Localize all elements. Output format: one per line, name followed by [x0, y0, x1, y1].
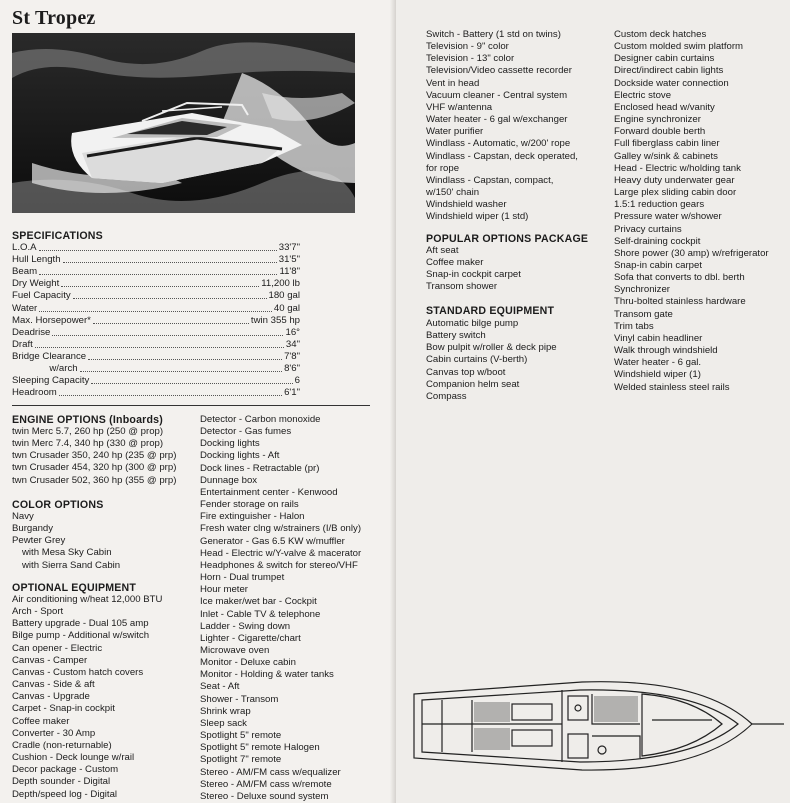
spec-label: L.O.A: [12, 242, 37, 254]
spec-label: Water: [12, 302, 38, 314]
list-item: Detector - Carbon monoxide: [200, 414, 321, 425]
spec-value: 180 gal: [268, 290, 300, 302]
spec-row: [12, 242, 300, 254]
list-item: Thru-bolted stainless hardware: [614, 296, 746, 308]
list-item: Windlass - Automatic, w/200' rope: [426, 138, 571, 150]
page-title: St Tropez: [12, 7, 96, 29]
list-item: Vacuum cleaner - Central system: [426, 89, 568, 101]
list-item: Horn - Dual trumpet: [200, 572, 285, 584]
list-item: Windshield wiper (1): [614, 369, 701, 381]
list-item: Dock lines - Retractable (pr): [200, 462, 320, 474]
list-item: Spotlight 5" remote Halogen: [200, 742, 320, 754]
spec-value: 16°: [285, 326, 300, 338]
spec-label: w/arch: [12, 363, 78, 375]
spec-row: [12, 363, 300, 375]
list-item: Windshield wiper (1 std): [426, 211, 529, 223]
boat-floorplan: [412, 654, 790, 803]
spec-value: 11'8": [279, 266, 300, 278]
list-item: twn Crusader 502, 360 hp (355 @ prp): [12, 474, 177, 486]
list-item: Custom deck hatches: [614, 29, 707, 40]
color-options-list: [12, 511, 120, 572]
list-item: Carpet - Snap-in cockpit: [12, 703, 115, 715]
spec-label: Max. Horsepower*: [12, 314, 91, 326]
spec-value: 8'6": [284, 363, 300, 375]
list-item: Water heater - 6 gal.: [614, 357, 702, 369]
boat-photo-image: [12, 33, 355, 213]
list-item: Canvas top w/boot: [426, 366, 506, 378]
list-item: Stereo - Deluxe sound system: [200, 790, 329, 802]
spec-label: Draft: [12, 338, 33, 350]
list-item: Ladder - Swing down: [200, 620, 291, 632]
list-item: Walk through windshield: [614, 345, 718, 357]
list-item: twin Merc 5.7, 260 hp (250 @ prop): [12, 426, 164, 437]
spec-row: [12, 315, 300, 327]
list-item: Privacy curtains: [614, 223, 682, 235]
spec-label: Beam: [12, 266, 38, 278]
list-item: Headphones & switch for stereo/VHF: [200, 559, 358, 571]
list-item: with Sierra Sand Cabin: [22, 559, 121, 571]
list-item: Windlass - Capstan, deck operated,: [426, 150, 578, 162]
list-item: Spotlight 5" remote: [200, 730, 282, 742]
list-item: Burgandy: [12, 523, 54, 535]
list-item: Hour meter: [200, 584, 248, 596]
standard-equipment-col1: [426, 318, 557, 403]
list-item: Designer cabin curtains: [614, 53, 715, 65]
list-item: Bow pulpit w/roller & deck pipe: [426, 342, 557, 354]
list-item: Dunnage box: [200, 474, 258, 486]
optional-equipment-heading: OPTIONAL EQUIPMENT: [12, 582, 137, 594]
spec-row: [12, 254, 300, 266]
list-item: Canvas - Camper: [12, 654, 88, 666]
list-item: Custom molded swim platform: [614, 41, 744, 53]
leader-dots: [39, 311, 272, 312]
list-item: Converter - 30 Amp: [12, 727, 96, 739]
list-item: Monitor - Deluxe cabin: [200, 657, 296, 669]
list-item: Arch - Sport: [12, 606, 64, 618]
list-item: Dockside water connection: [614, 77, 729, 89]
engine-options-list: [12, 426, 176, 487]
spec-label: Hull Length: [12, 254, 61, 266]
list-item: Seat - Aft: [200, 681, 240, 693]
list-item: Television - 9" color: [426, 41, 509, 53]
list-item: Trim tabs: [614, 320, 654, 332]
list-item: Depth/speed log - Digital: [12, 788, 118, 800]
list-item: Inlet - Cable TV & telephone: [200, 608, 321, 620]
color-options-heading: COLOR OPTIONS: [12, 499, 104, 511]
spec-row: [12, 387, 300, 399]
list-item: Head - Electric w/Y-valve & macerator: [200, 547, 362, 559]
list-item: Fender storage on rails: [200, 499, 299, 511]
leader-dots: [52, 335, 283, 336]
list-item: Large plex sliding cabin door: [614, 187, 737, 199]
list-item: Vinyl cabin headliner: [614, 332, 703, 344]
optional-equipment-col1: [12, 594, 162, 801]
spec-value: 31'5": [278, 254, 300, 266]
leader-dots: [88, 359, 282, 360]
list-item: Transom shower: [426, 281, 498, 293]
list-item: Stereo - AM/FM cass w/equalizer: [200, 766, 341, 778]
list-item: Canvas - Upgrade: [12, 691, 90, 703]
spec-value: 40 gal: [273, 302, 300, 314]
list-item: Canvas - Custom hatch covers: [12, 666, 144, 678]
spec-row: [12, 290, 300, 302]
list-item: Sofa that converts to dbl. berth: [614, 272, 745, 284]
list-item: 1.5:1 reduction gears: [614, 199, 705, 211]
list-item: Stereo - AM/FM cass w/remote: [200, 778, 332, 790]
standard-equipment-heading: STANDARD EQUIPMENT: [426, 305, 555, 317]
leader-dots: [91, 383, 292, 384]
list-item: Docking lights: [200, 438, 260, 450]
list-item: Welded stainless steel rails: [614, 381, 730, 393]
leader-dots: [39, 274, 277, 275]
spec-value: 6: [294, 375, 300, 387]
spec-label: Dry Weight: [12, 278, 60, 290]
list-item: Shrink wrap: [200, 705, 251, 717]
list-item: twin Merc 7.4, 340 hp (330 @ prop): [12, 438, 164, 450]
list-item: Windlass - Capstan, compact,: [426, 174, 554, 186]
spec-value: 33'7": [278, 242, 300, 254]
list-item: Battery switch: [426, 330, 486, 342]
list-item: Bilge pump - Additional w/switch: [12, 630, 150, 642]
spec-value: 6'1": [284, 387, 300, 399]
optional-equipment-col2: [200, 414, 361, 803]
leader-dots: [93, 323, 249, 324]
list-item: Galley w/sink & cabinets: [614, 150, 718, 162]
floorplan-drawing: [412, 654, 790, 803]
list-item: Pewter Grey: [12, 535, 66, 547]
list-item: Snap-in cockpit carpet: [426, 269, 521, 281]
list-item: Full fiberglass cabin liner: [614, 138, 720, 150]
spec-row: [12, 351, 300, 363]
list-item: twn Crusader 454, 320 hp (300 @ prp): [12, 462, 177, 474]
spec-label: Sleeping Capacity: [12, 375, 90, 387]
list-item: Shower - Transom: [200, 693, 279, 705]
list-item: Sleep sack: [200, 717, 247, 729]
boat-photo: [12, 33, 355, 213]
list-item: Water heater - 6 gal w/exchanger: [426, 114, 568, 126]
list-item: Forward double berth: [614, 126, 706, 138]
engine-options-heading: ENGINE OPTIONS (Inboards): [12, 414, 163, 426]
spec-value: 34": [285, 338, 300, 350]
list-item: Coffee maker: [12, 715, 70, 727]
list-item: Water purifier: [426, 126, 484, 138]
list-item: Snap-in cabin carpet: [614, 259, 702, 271]
list-item: Fresh water clng w/strainers (I/B only): [200, 523, 362, 535]
list-item: Vent in head: [426, 77, 480, 89]
leader-dots: [73, 298, 267, 299]
leader-dots: [61, 286, 259, 287]
standard-equipment-col2: [614, 29, 769, 394]
section-divider: [12, 405, 370, 406]
popular-options-heading: POPULAR OPTIONS PACKAGE: [426, 233, 589, 245]
list-item: w/150' chain: [426, 187, 480, 199]
list-item: Battery upgrade - Dual 105 amp: [12, 618, 149, 630]
list-item: with Mesa Sky Cabin: [22, 547, 112, 559]
spec-label: Deadrise: [12, 326, 51, 338]
list-item: Head - Electric w/holding tank: [614, 162, 741, 174]
list-item: Transom gate: [614, 308, 673, 320]
list-item: Television - 13" color: [426, 53, 515, 65]
list-item: Cabin curtains (V-berth): [426, 354, 528, 366]
spec-row: [12, 278, 300, 290]
list-item: Compass: [426, 390, 467, 402]
list-item: Monitor - Holding & water tanks: [200, 669, 334, 681]
list-item: Detector - Gas fumes: [200, 426, 292, 438]
list-item: Pressure water w/shower: [614, 211, 722, 223]
list-item: Navy: [12, 511, 34, 522]
leader-dots: [80, 371, 283, 372]
list-item: Entertainment center - Kenwood: [200, 486, 338, 498]
spec-row: [12, 327, 300, 339]
specifications-heading: SPECIFICATIONS: [12, 230, 103, 242]
list-item: Shore power (30 amp) w/refrigerator: [614, 247, 769, 259]
leader-dots: [35, 347, 284, 348]
list-item: Microwave oven: [200, 644, 270, 656]
list-item: Electric stove: [614, 89, 672, 101]
spec-row: [12, 375, 300, 387]
list-item: Ice maker/wet bar - Cockpit: [200, 596, 317, 608]
list-item: Automatic bilge pump: [426, 318, 519, 329]
list-item: Spotlight 7" remote: [200, 754, 282, 766]
list-item: Direct/indirect cabin lights: [614, 65, 724, 77]
spec-label: Fuel Capacity: [12, 290, 71, 302]
leader-dots: [63, 262, 277, 263]
list-item: Cushion - Deck lounge w/rail: [12, 752, 135, 764]
list-item: Canvas - Side & aft: [12, 679, 95, 691]
list-item: Synchronizer: [614, 284, 670, 296]
list-item: for rope: [426, 162, 460, 174]
list-item: Heavy duty underwater gear: [614, 174, 735, 186]
list-item: Depth sounder - Digital: [12, 776, 111, 788]
list-item: Generator - Gas 6.5 KW w/muffler: [200, 535, 345, 547]
list-item: Television/Video cassette recorder: [426, 65, 572, 77]
popular-options-list: [426, 245, 521, 294]
list-item: Cradle (non-returnable): [12, 739, 112, 751]
spec-row: [12, 303, 300, 315]
spec-value: 11,200 lb: [261, 278, 300, 290]
spec-value: twin 355 hp: [250, 314, 300, 326]
list-item: VHF w/antenna: [426, 101, 493, 113]
spec-label: Headroom: [12, 387, 57, 399]
list-item: twn Crusader 350, 240 hp (235 @ prp): [12, 450, 177, 462]
list-item: Engine synchronizer: [614, 114, 701, 126]
list-item: Air conditioning w/heat 12,000 BTU: [12, 594, 163, 605]
spec-row: [12, 339, 300, 351]
spec-value: 7'8": [284, 350, 300, 362]
list-item: Fire extinguisher - Halon: [200, 511, 305, 523]
list-item: Companion helm seat: [426, 378, 520, 390]
list-item: Lighter - Cigarette/chart: [200, 632, 301, 644]
optional-equipment-col3: [426, 29, 578, 224]
spec-row: [12, 266, 300, 278]
leader-dots: [59, 395, 282, 396]
list-item: Docking lights - Aft: [200, 450, 280, 462]
list-item: Self-draining cockpit: [614, 235, 701, 247]
leader-dots: [39, 250, 277, 251]
list-item: Can opener - Electric: [12, 642, 103, 654]
list-item: Enclosed head w/vanity: [614, 101, 715, 113]
list-item: Decor package - Custom: [12, 764, 119, 776]
spec-label: Bridge Clearance: [12, 350, 87, 362]
list-item: Windshield washer: [426, 199, 507, 211]
list-item: Switch - Battery (1 std on twins): [426, 29, 561, 40]
list-item: Coffee maker: [426, 257, 484, 269]
list-item: Aft seat: [426, 245, 459, 256]
